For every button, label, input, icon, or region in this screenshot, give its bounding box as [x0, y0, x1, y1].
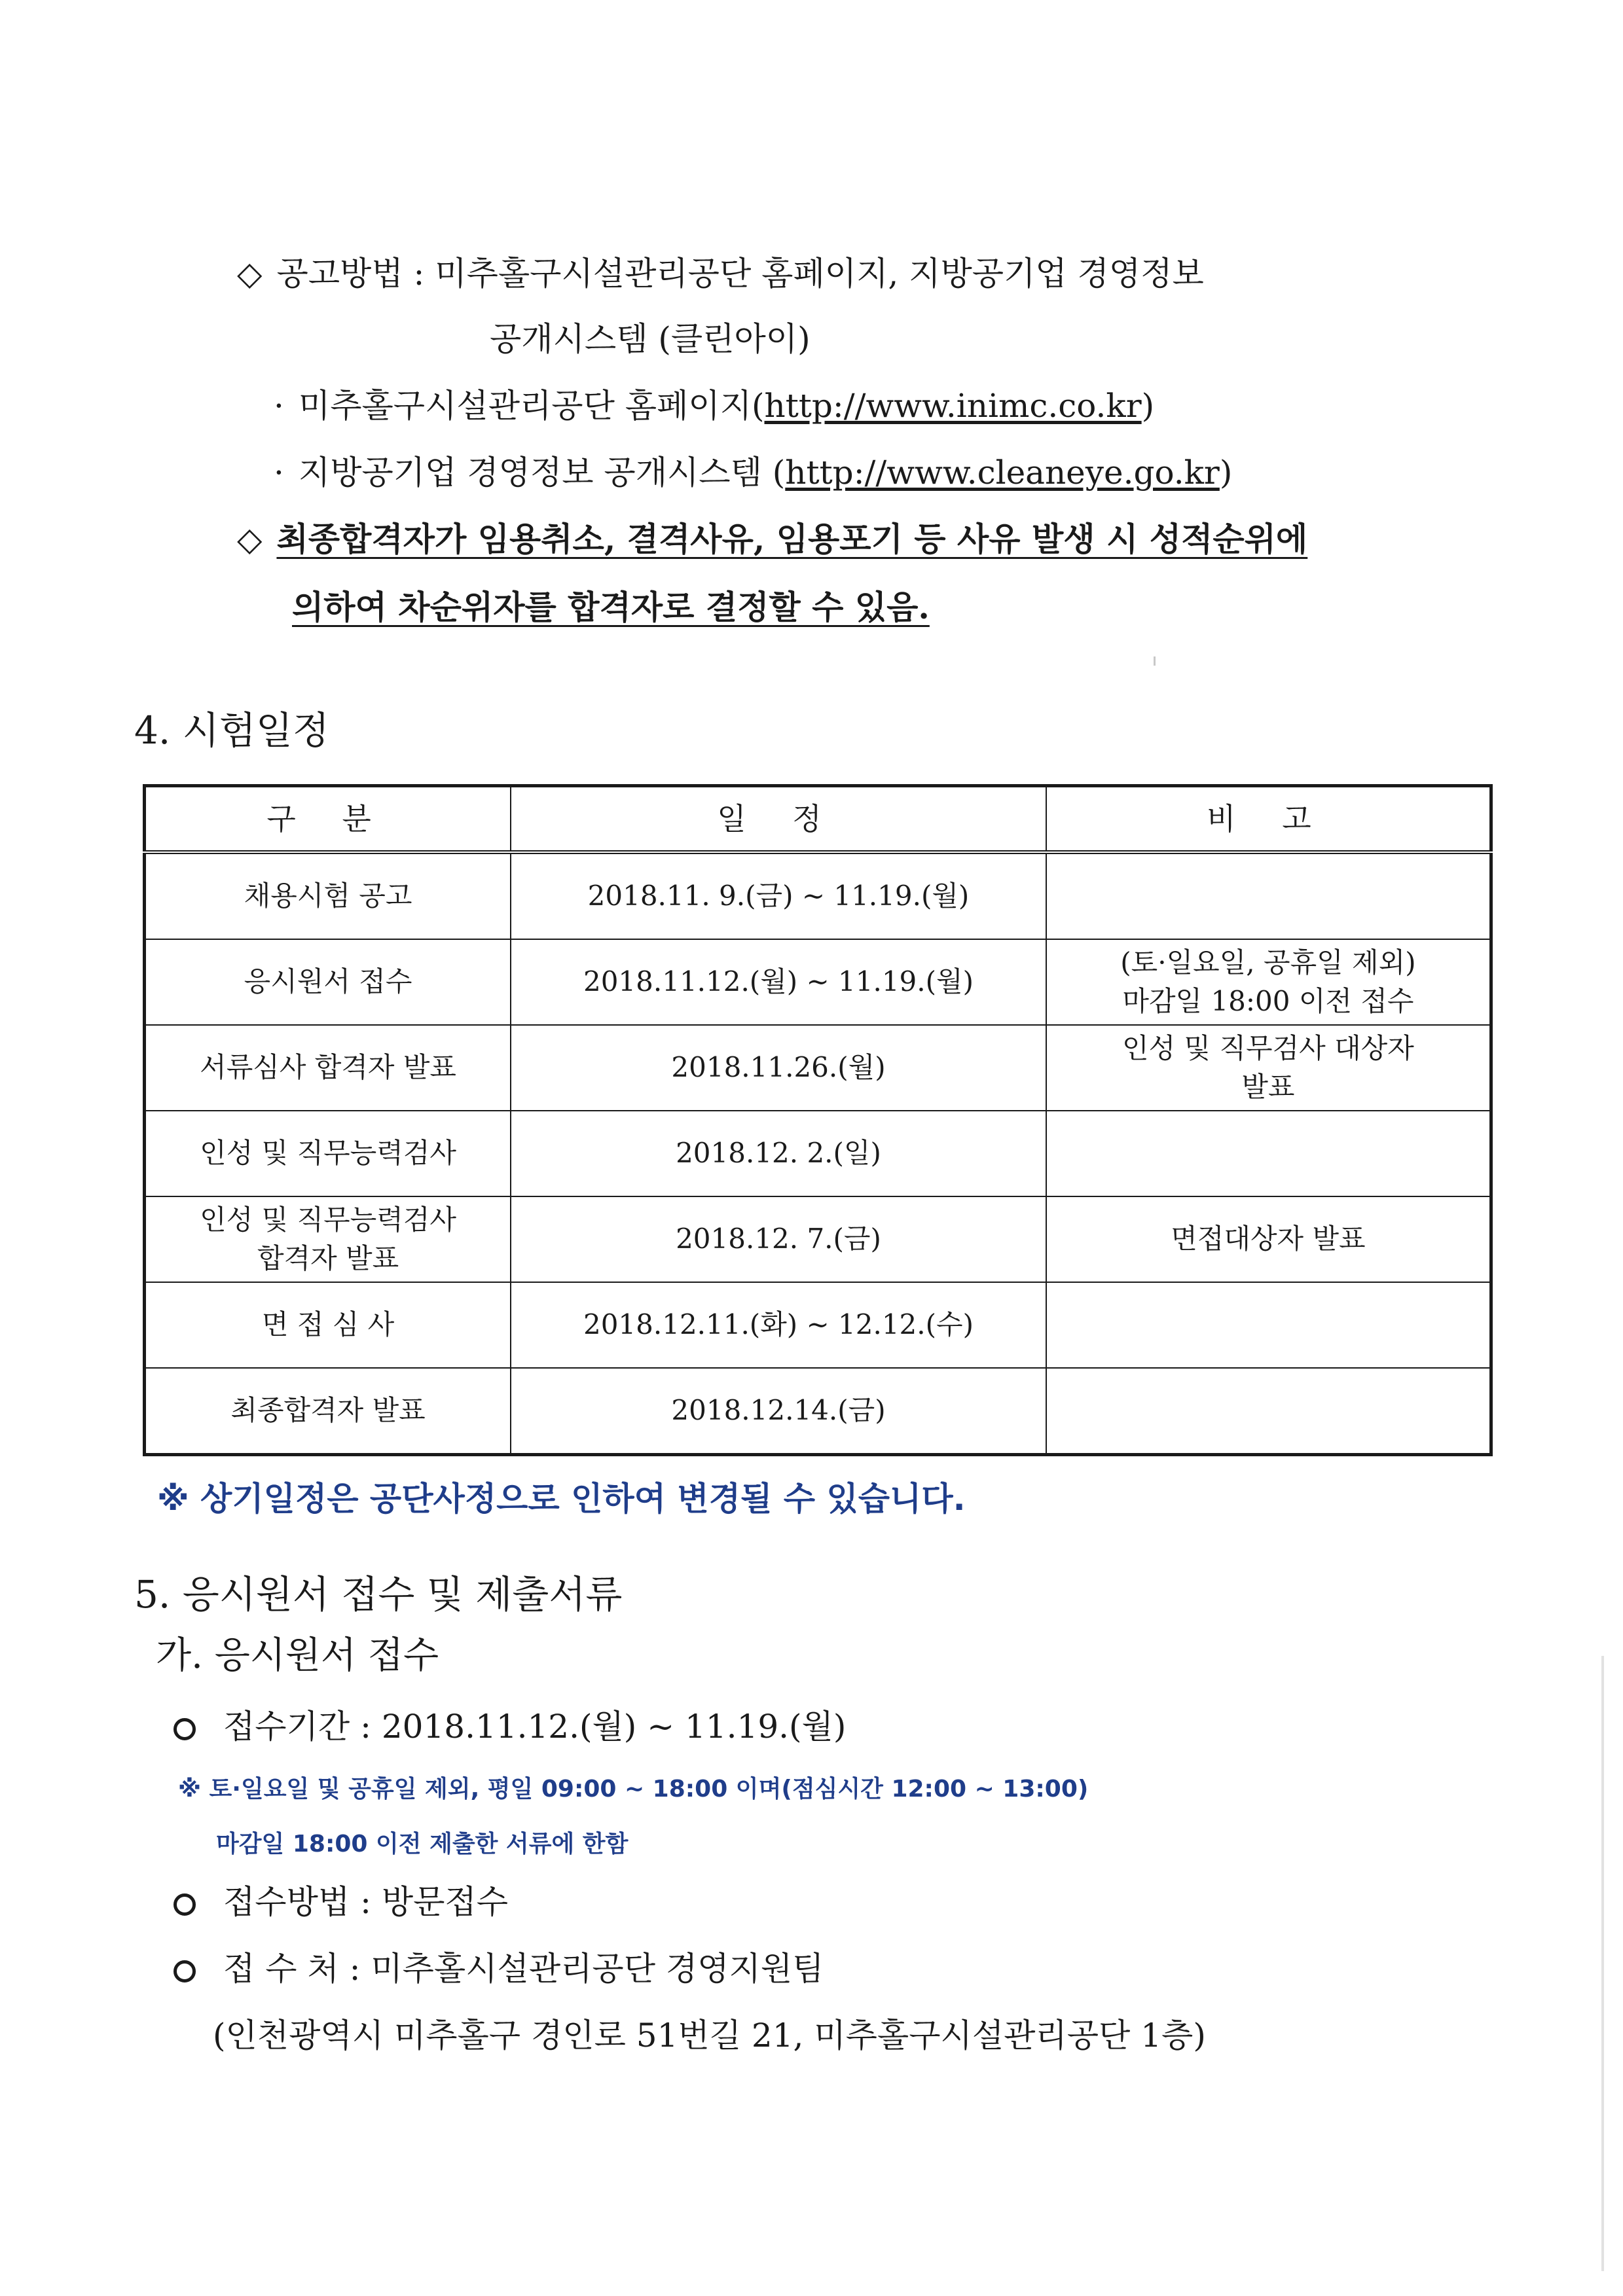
section5-title: 5. 응시원서 접수 및 제출서류 [134, 1572, 623, 1617]
cleaneye-link[interactable]: http://www.cleaneye.go.kr [785, 454, 1220, 492]
table-row [145, 1196, 1491, 1282]
row-schedule: 2018.12.14.(금) [511, 1368, 1046, 1455]
final-notice-line1 [237, 520, 1307, 559]
row-category: 응시원서 접수 [145, 939, 511, 1025]
homepage-link[interactable]: http://www.inimc.co.kr [764, 387, 1142, 425]
row-category [145, 1196, 511, 1282]
table-row [145, 1368, 1491, 1455]
row-schedule: 2018.11.26.(월) [511, 1025, 1046, 1111]
diamond-icon: ◇ [237, 255, 263, 293]
schedule-change-notice: ※ 상기일정은 공단사정으로 인하여 변경될 수 있습니다. [157, 1480, 966, 1518]
receipt-method [173, 1882, 508, 1922]
table-row [145, 1111, 1491, 1196]
header-category: 구 분 [145, 786, 511, 853]
row-schedule: 2018.12. 2.(일) [511, 1111, 1046, 1196]
remarks-line: (토·일요일, 공휴일 제외) [1120, 946, 1416, 978]
remarks-line: 발표 [1241, 1070, 1295, 1103]
receipt-period-text: 접수기간 : 2018.11.12.(월) ~ 11.19.(월) [223, 1708, 847, 1746]
row-remarks [1046, 939, 1491, 1025]
row-category: 채용시험 공고 [145, 852, 511, 939]
homepage-close-paren: ) [1141, 387, 1155, 425]
announce-method-cont: 공개시스템 (클린아이) [490, 320, 811, 358]
final-notice-text2: 의하여 차순위자를 합격자로 결정할 수 있음. [292, 588, 930, 626]
bullet-dot-icon: · [274, 454, 284, 492]
table-row [145, 939, 1491, 1025]
final-notice-line2 [292, 588, 930, 627]
section4-title: 4. 시험일정 [134, 708, 329, 753]
category-line: 합격자 발표 [257, 1242, 399, 1274]
header-schedule: 일 정 [511, 786, 1046, 853]
announce-item-homepage [274, 386, 1154, 425]
row-remarks [1046, 852, 1491, 939]
scan-speck [1154, 656, 1156, 666]
receipt-place [173, 1949, 824, 1988]
receipt-address: (인천광역시 미추홀구 경인로 51번길 21, 미추홀구시설관리공단 1층) [213, 2017, 1206, 2054]
table-header-row [145, 786, 1491, 853]
row-remarks: 면접대상자 발표 [1046, 1196, 1491, 1282]
table-row [145, 1025, 1491, 1111]
receipt-method-text: 접수방법 : 방문접수 [223, 1883, 509, 1921]
exam-schedule-table [143, 784, 1493, 1456]
scan-edge-line [1601, 1656, 1604, 2271]
announce-method-text: 공고방법 : 미추홀구시설관리공단 홈페이지, 지방공기업 경영정보 [276, 255, 1204, 293]
row-schedule: 2018.11. 9.(금) ~ 11.19.(월) [511, 852, 1046, 939]
row-category: 최종합격자 발표 [145, 1368, 511, 1455]
row-schedule: 2018.11.12.(월) ~ 11.19.(월) [511, 939, 1046, 1025]
section5-sub-a: 가. 응시원서 접수 [156, 1634, 439, 1677]
row-category: 인성 및 직무능력검사 [145, 1111, 511, 1196]
row-category: 서류심사 합격자 발표 [145, 1025, 511, 1111]
receipt-period [173, 1707, 846, 1746]
bullet-dot-icon: · [274, 387, 284, 425]
circle-bullet-icon [173, 1893, 196, 1916]
cleaneye-label: 지방공기업 경영정보 공개시스템 ( [298, 454, 786, 492]
cleaneye-close-paren: ) [1219, 454, 1233, 492]
homepage-label: 미추홀구시설관리공단 홈페이지( [298, 387, 765, 425]
announce-item-cleaneye [274, 453, 1232, 492]
circle-bullet-icon [173, 1960, 196, 1982]
remarks-line: 인성 및 직무검사 대상자 [1122, 1031, 1414, 1064]
period-note-2: 마감일 18:00 이전 제출한 서류에 한함 [216, 1831, 629, 1857]
row-remarks [1046, 1111, 1491, 1196]
row-remarks [1046, 1368, 1491, 1455]
table-row [145, 1282, 1491, 1368]
announce-method-line [237, 254, 1204, 293]
period-note-1: ※ 토·일요일 및 공휴일 제외, 평일 09:00 ~ 18:00 이며(점심시간 12:00 ~ 13:00) [178, 1776, 1089, 1803]
row-schedule: 2018.12. 7.(금) [511, 1196, 1046, 1282]
table-row [145, 852, 1491, 939]
category-line: 인성 및 직무능력검사 [200, 1203, 456, 1236]
final-notice-text1: 최종합격자가 임용취소, 결격사유, 임용포기 등 사유 발생 시 성적순위에 [276, 520, 1308, 558]
row-category: 면 접 심 사 [145, 1282, 511, 1368]
remarks-line: 마감일 18:00 이전 접수 [1122, 984, 1414, 1017]
row-remarks [1046, 1282, 1491, 1368]
row-remarks [1046, 1025, 1491, 1111]
row-schedule: 2018.12.11.(화) ~ 12.12.(수) [511, 1282, 1046, 1368]
circle-bullet-icon [173, 1718, 196, 1740]
header-remarks: 비 고 [1046, 786, 1491, 853]
diamond-icon: ◇ [237, 520, 263, 558]
receipt-place-text: 접 수 처 : 미추홀시설관리공단 경영지원팀 [223, 1950, 824, 1988]
